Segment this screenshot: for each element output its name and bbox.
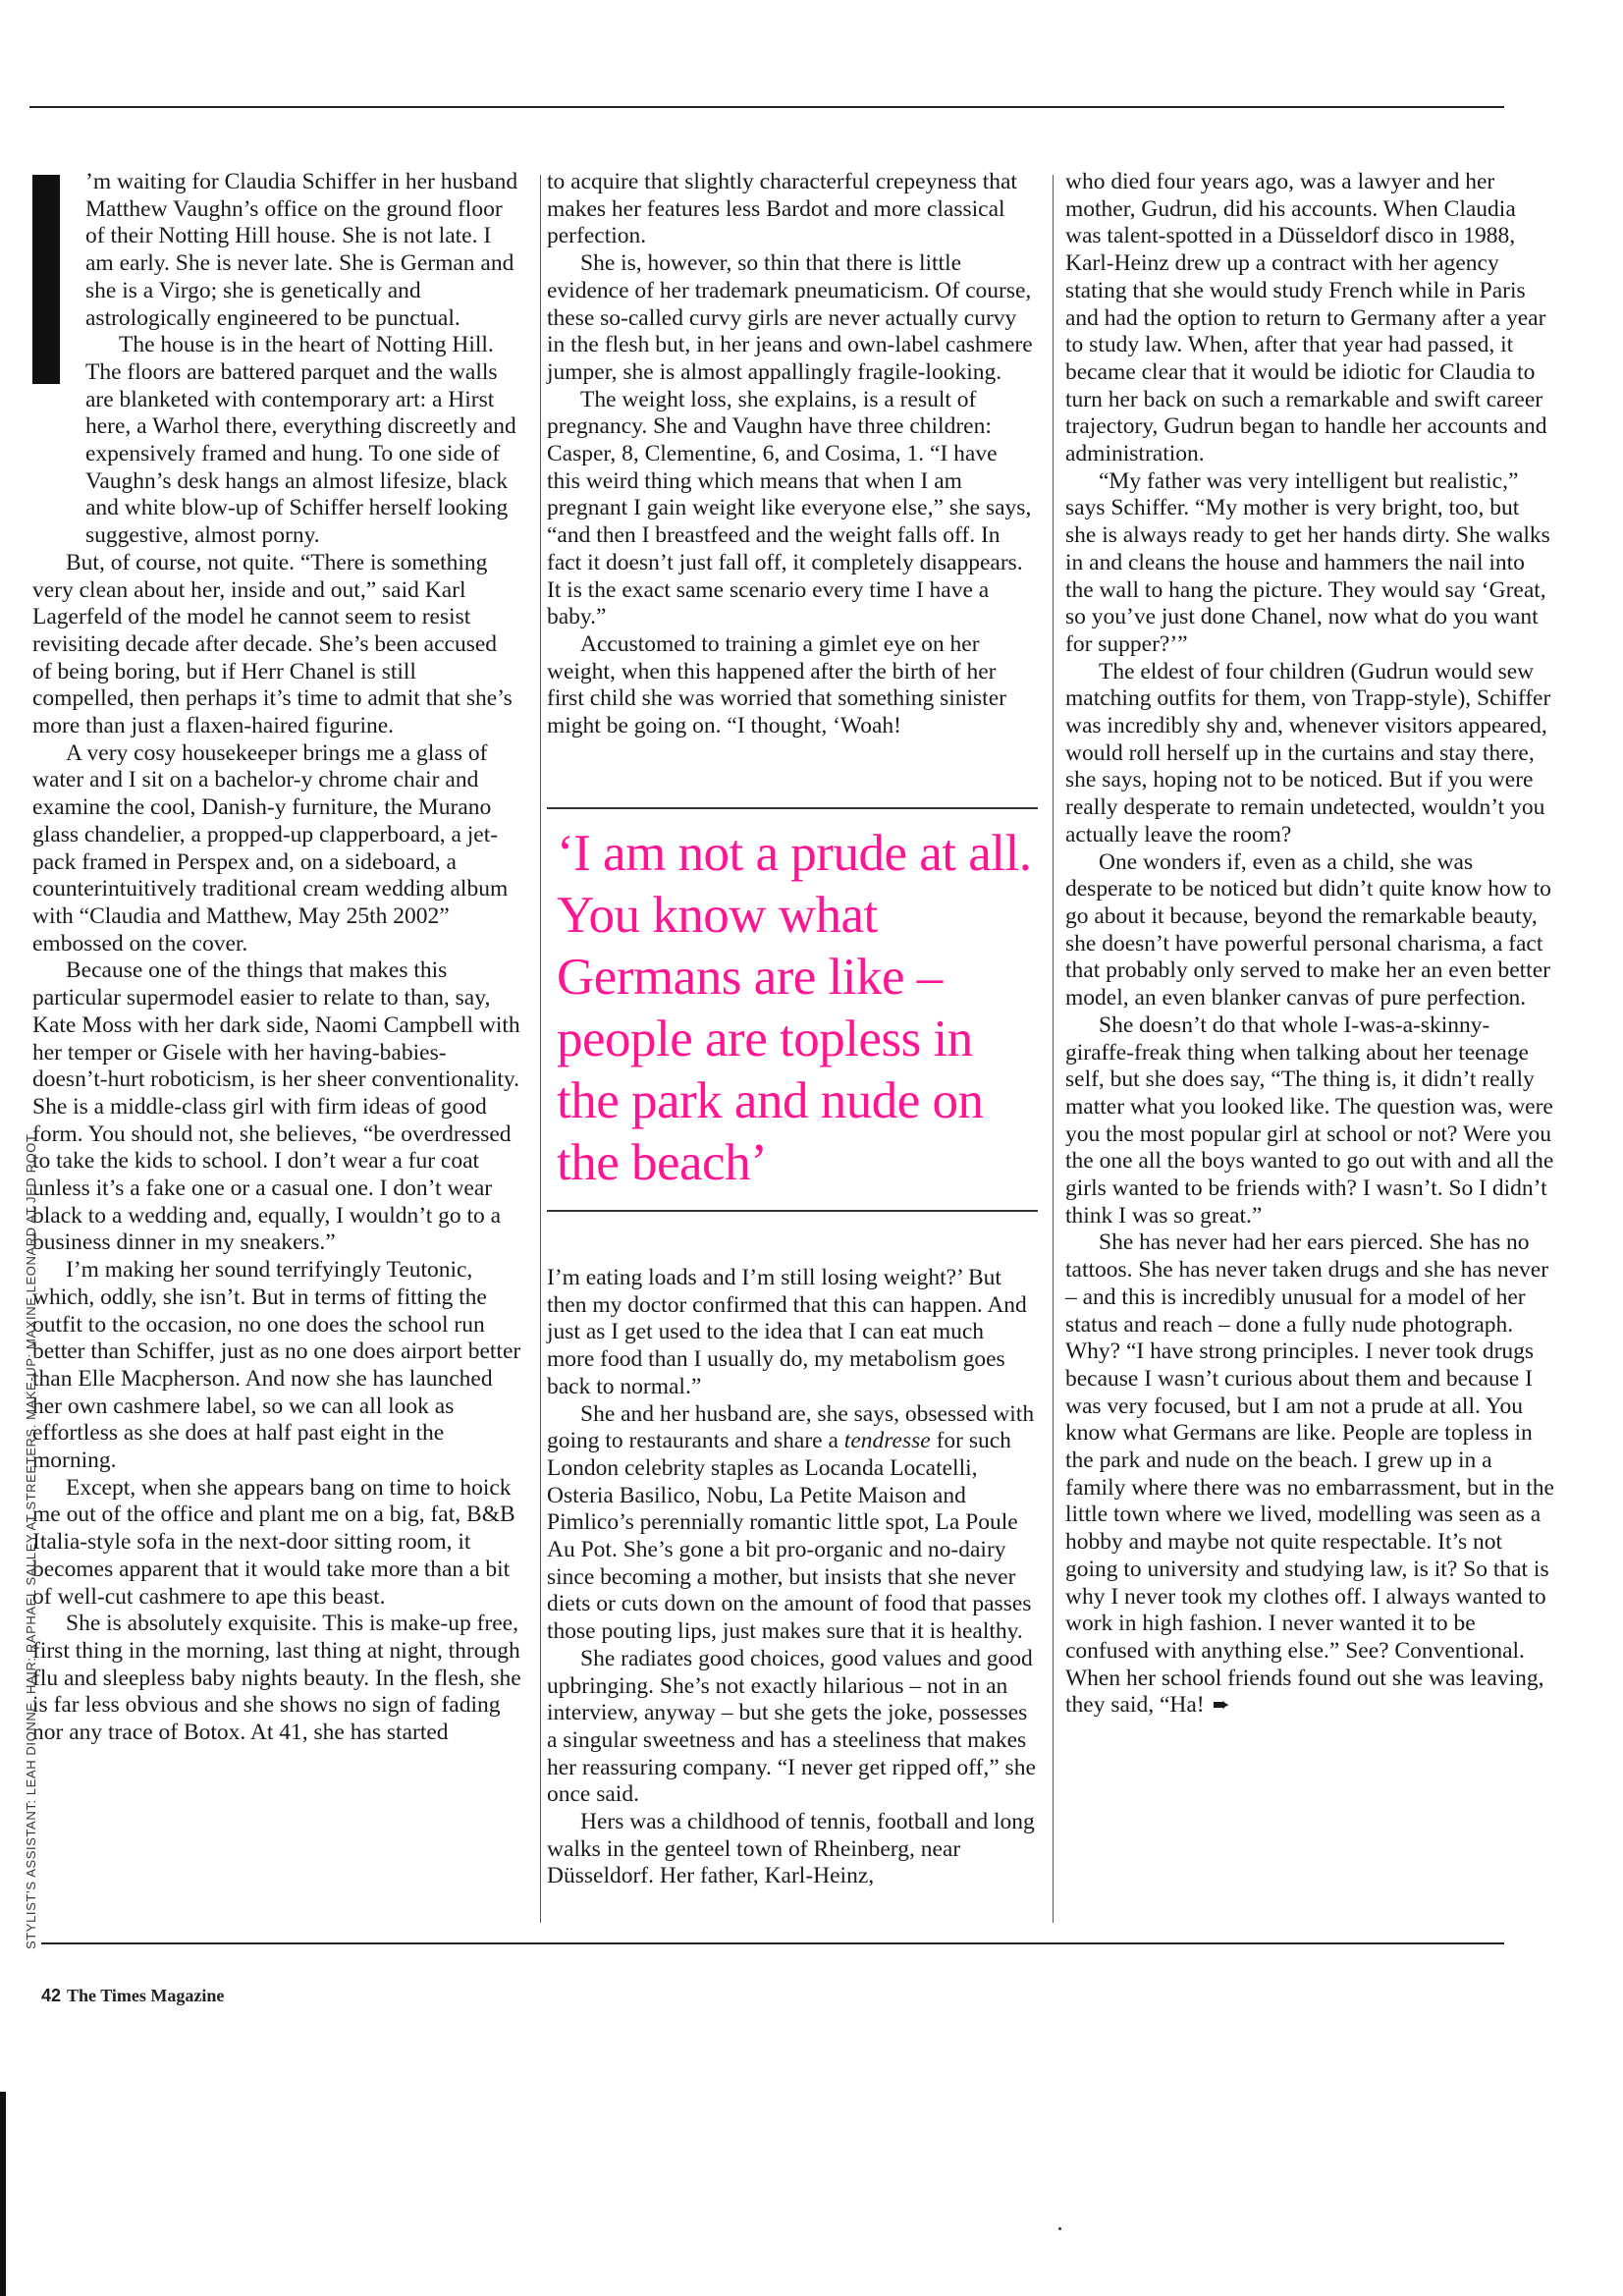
paragraph [547, 1401, 1036, 1646]
paragraph: The eldest of four children (Gudrun would sew matching outfits for them, von Trapp-style), Schiffer was incredibly shy and, whenever visitors appeared, would roll herself up in the curtains and stay there, she says, hoping not to be noticed. But if you were really desperate to remain undetected, wouldn’t you actually leave the room? [1065, 658, 1551, 847]
article-column-2-top [547, 169, 1036, 740]
scan-speck [1058, 2227, 1061, 2230]
paragraph: Because one of the things that makes this particular supermodel easier to relate to than, say, Kate Moss with her dark side, Naomi Campbell with her temper or Gisele with her having-babies-doesn’t-hurt roboticism, is her sheer conventionality. She is a middle-class girl with firm ideas of good form. You should not, she believes, “be overdressed to take the kids to school. I don’t wear a fur coat unless it’s a fake one or a casual one. I don’t wear black to a wedding and, equally, I wouldn’t go to a business dinner in my sneakers.” [32, 957, 520, 1256]
paragraph: I’m making her sound terrifyingly Teutonic, which, oddly, she isn’t. But in terms of fitting the outfit to the occasion, no one does the school run better than Schiffer, just as no one does airport better than Elle Macpherson. And now she has launched her own cashmere label, so we can all look as effortless as she does at half past eight in the morning. [32, 1257, 521, 1474]
page-footer [41, 1986, 224, 2006]
paragraph: She is absolutely exquisite. This is make-up free, first thing in the morning, last thing at night, through flu and sleepless baby nights beauty. In the flesh, she is far less obvious and she shows no sign of fading nor any trace of Botox. At 41, she has started [32, 1611, 521, 1746]
article-column-3 [1065, 169, 1554, 1720]
paragraph: She is, however, so thin that there is little evidence of her trademark pneumaticism. Of course, these so-called curvy girls are never actually curvy in the flesh but, in her jeans and own-label cashmere jumper, she is almost appallingly fragile-looking. [547, 250, 1033, 385]
text-run: She has never had her ears pierced. She has no tattoos. She has never taken drugs and she has never – and this is incredibly unusual for a model of her status and reach – done a fully nude photograph. Why? “I have strong principles. I never took drugs because I wasn’t curious about them and because I was very focused, but I am not a prude at all. You know what Germans are like. People are topless in the park and nude on the beach. I grew up in a family where there was no embarrassment, but in the little town where we lived, modelling was seen as a hobby and maybe not quite respectable. It’s not going to university and studying law, is it? So that is why I never took my clothes off. I always wanted to work in high fashion. I never wanted it to be confused with anything else.” See? Conventional. When her school friends found out she was leaving, they said, “Ha! [1065, 1230, 1554, 1719]
paragraph: She radiates good choices, good values and good upbringing. She’s not exactly hilarious – not in an interview, anyway – but she gets the joke, possesses a singular sweetness and has a steeliness that makes her reassuring company. “I never get ripped off,” she once said. [547, 1645, 1036, 1808]
text-run: for such London celebrity staples as Locanda Locatelli, Osteria Basilico, Nobu, La Petite Maison and Pimlico’s perennially romantic little spot, La Poule Au Pot. She’s gone a bit pro-organic and no-dairy since becoming a mother, but insists that she never diets or cuts down on the amount of food that passes those pouting lips, just makes sure that it is healthy. [547, 1428, 1032, 1645]
publication-name: The Times Magazine [67, 1986, 225, 2005]
pull-quote-box [547, 807, 1038, 1212]
article-column-2-bottom [547, 1265, 1036, 1890]
paragraph: who died four years ago, was a lawyer and her mother, Gudrun, did his accounts. When Claudia was talent-spotted in a Düsseldorf disco in 1988, Karl-Heinz drew up a contract with her agency stating that she would study French while in Paris and had the option to return to Germany after a year to study law. When, after that year had passed, it became clear that it would be idiotic for Claudia to turn her back on such a remarkable and swift career trajectory, Gudrun began to handle her accounts and administration. [1065, 169, 1547, 467]
column-divider [1053, 175, 1054, 1923]
pull-quote-rule-bottom [547, 1210, 1038, 1212]
paragraph: Accustomed to training a gimlet eye on her weight, when this happened after the birth of her first child she was worried that something sinister might be going on. “I thought, ‘Woah! [547, 630, 1006, 739]
scan-edge-mark [0, 2092, 6, 2296]
paragraph: “My father was very intelligent but realistic,” says Schiffer. “My mother is very bright, too, but she is always ready to get her hands dirty. She walks in and cleans the house and hammers the nail into the wall to hang the picture. They would say ‘Great, so you’ve just done Chanel, now what do you want for supper?’” [1065, 467, 1550, 657]
paragraph: One wonders if, even as a child, she was desperate to be noticed but didn’t quite know how to go about it because, beyond the remarkable beauty, she doesn’t have powerful personal charisma, a fact that probably only served to make her an even better model, an even blanker canvas of pure perfection. [1065, 848, 1551, 1011]
paragraph: She doesn’t do that whole I-was-a-skinny-giraffe-freak thing when talking about her teenage self, but she does say, “The thing is, it didn’t really matter what you looked like. The question was, were you the most popular girl at school or not? Were you the one all the boys wanted to go out with and all the girls wanted to be friends with? I wasn’t. So I didn’t think I was so great.” [1065, 1011, 1554, 1229]
pull-quote: ‘I am not a prude at all. You know what Germans are like – people are topless in the park and nude on the beach’ [557, 825, 1032, 1191]
paragraph [1065, 1230, 1554, 1720]
column-divider [540, 175, 541, 1923]
article-column-1 [32, 169, 521, 1747]
photo-credit: STYLIST’S ASSISTANT: LEAH DIONNE. HAIR: RAPHAEL SALLEY AT STREETERS. MAKE-UP: MAXINE LEONARD AT JED ROOT [24, 1133, 38, 1949]
italic-word: tendresse [843, 1428, 931, 1454]
paragraph: The house is in the heart of Notting Hill. The floors are battered parquet and the walls are blanketed with contemporary art: a Hirst here, a Warhol there, everything discreetly and expensively framed and hung. To one side of Vaughn’s desk hangs an almost lifesize, black and white blow-up of Schiffer herself looking suggestive, almost porny. [85, 332, 516, 549]
page-number: 42 [41, 1986, 62, 2005]
paragraph: I’m eating loads and I’m still losing weight?’ But then my doctor confirmed that this can happen. And just as I get used to the idea that I can eat much more food than I usually do, my metabolism goes back to normal.” [547, 1265, 1027, 1399]
paragraph: to acquire that slightly characterful crepeyness that makes her features less Bardot and more classical perfection. [547, 169, 1017, 249]
continue-arrow-icon: ➨ [1212, 1693, 1231, 1719]
paragraph: A very cosy housekeeper brings me a glass of water and I sit on a bachelor-y chrome chair and examine the cool, Danish-y furniture, the Murano glass chandelier, a propped-up clapperboard, a jet-pack framed in Perspex and, on a sideboard, a counterintuitively traditional cream wedding album with “Claudia and Matthew, May 25th 2002” embossed on the cover. [32, 739, 509, 957]
top-rule [29, 106, 1504, 108]
paragraph: Hers was a childhood of tennis, football and long walks in the genteel town of Rheinberg, near Düsseldorf. Her father, Karl-Heinz, [547, 1809, 1035, 1889]
paragraph: But, of course, not quite. “There is something very clean about her, inside and out,” said Karl Lagerfeld of the model he cannot seem to resist revisiting decade after decade. She’s been accused of being boring, but if Herr Chanel is still compelled, then perhaps it’s time to admit that she’s more than just a flaxen-haired figurine. [32, 549, 513, 739]
paragraph: The weight loss, she explains, is a result of pregnancy. She and Vaughn have three children: Casper, 8, Clementine, 6, and Cosima, 1. “I have this weird thing which means that when I am pregnant I gain weight like everyone else,” she says, “and then I breastfeed and the weight falls off. In fact it doesn’t just fall off, it completely disappears. It is the exact same scenario every time I have a baby.” [547, 386, 1032, 630]
bottom-rule [41, 1942, 1504, 1944]
text-run: She and her husband are, she says, obsessed with going to restaurants and share a [547, 1400, 1035, 1454]
paragraph: Except, when she appears bang on time to hoick me out of the office and plant me on a big, fat, B&B Italia-style sofa in the next-door sitting room, it becomes apparent that it would take more than a bit of well-cut cashmere to ape this beast. [32, 1474, 515, 1610]
paragraph: ’m waiting for Claudia Schiffer in her husband Matthew Vaughn’s office on the ground floor of their Notting Hill house. She is not late. I am early. She is never late. She is German and she is a Virgo; she is genetically and astrologically engineered to be punctual. [85, 169, 518, 331]
